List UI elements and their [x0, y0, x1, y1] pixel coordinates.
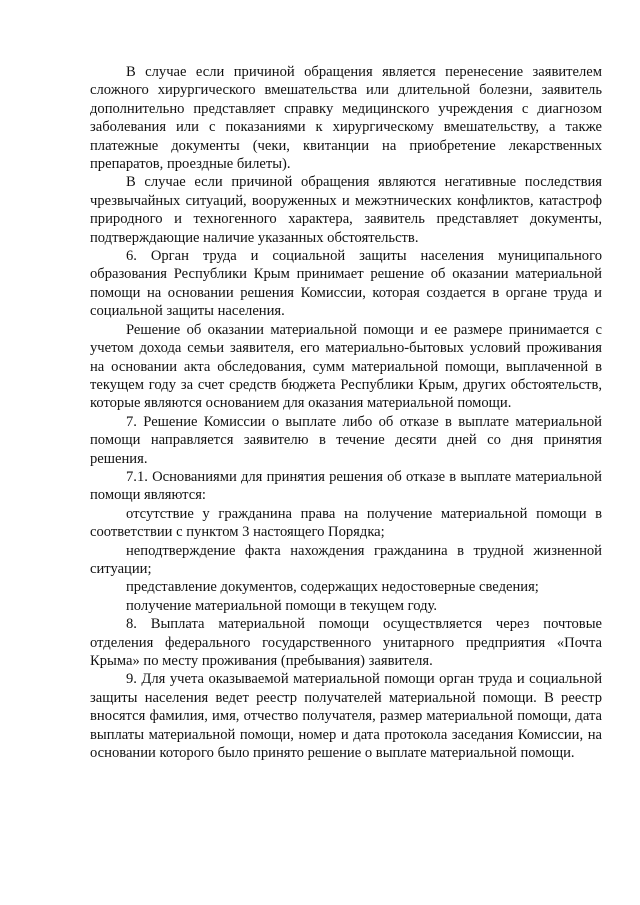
paragraph-refusal-already-received: получение материальной помощи в текущем году.: [126, 597, 437, 614]
paragraph-emergency-consequences: В случае если причиной обращения являются негативные последствия чрезвычайных ситуаций, вооруженных и межэтнических конфликтов, катастроф природного и техногенного характера, заявитель представляет документы, подтверждающие наличие указанных обстоятельств.: [90, 174, 602, 246]
paragraph-item-9: 9. Для учета оказываемой материальной помощи орган труда и социальной защиты населения ведет реестр получателей материальной помощи. В реестр вносятся фамилия, имя, отчество получателя, размер материальной помощи, дата выплаты материальной помощи, номер и дата протокола заседания Комиссии, на основании которого было принято решение о выплате материальной помощи.: [90, 671, 602, 762]
paragraph-decision-criteria: Решение об оказании материальной помощи и ее размере принимается с учетом дохода семьи заявителя, его материально-бытовых условий проживания на основании акта обследования, сумм материальной помощи, выплаченной в текущем году за счет средств бюджета Республики Крым, других обстоятельств, которые являются основанием для оказания материальной помощи.: [90, 321, 602, 412]
paragraph-item-7: 7. Решение Комиссии о выплате либо об отказе в выплате материальной помощи направляется заявителю в течение десяти дней со дня принятия решения.: [90, 413, 602, 467]
document-body: [90, 63, 602, 762]
paragraph-refusal-unconfirmed: неподтверждение факта нахождения гражданина в трудной жизненной ситуации;: [90, 542, 602, 577]
paragraph-item-8: 8. Выплата материальной помощи осуществляется через почтовые отделения федерального государственного унитарного предприятия «Почта Крыма» по месту проживания (пребывания) заявителя.: [90, 616, 602, 669]
paragraph-item-6: 6. Орган труда и социальной защиты населения муниципального образования Республики Крым принимает решение об оказании материальной помощи на основании решения Комиссии, которая создается в органе труда и социальной защиты населения.: [90, 248, 602, 320]
paragraph-refusal-no-right: отсутствие у гражданина права на получение материальной помощи в соответствии с пунктом 3 настоящего Порядка;: [90, 505, 602, 541]
paragraph-surgery-illness: В случае если причиной обращения является перенесение заявителем сложного хирургического вмешательства или длительной болезни, заявитель дополнительно представляет справку медицинского учреждения с диагнозом заболевания или с показаниями к хирургическому вмешательству, а также платежные документы (чеки, квитанции на приобретение лекарственных препаратов, проездные билеты).: [90, 64, 602, 173]
paragraph-refusal-false-info: представление документов, содержащих недостоверные сведения;: [126, 579, 539, 596]
paragraph-item-7-1: 7.1. Основаниями для принятия решения об отказе в выплате материальной помощи являются:: [90, 468, 602, 504]
